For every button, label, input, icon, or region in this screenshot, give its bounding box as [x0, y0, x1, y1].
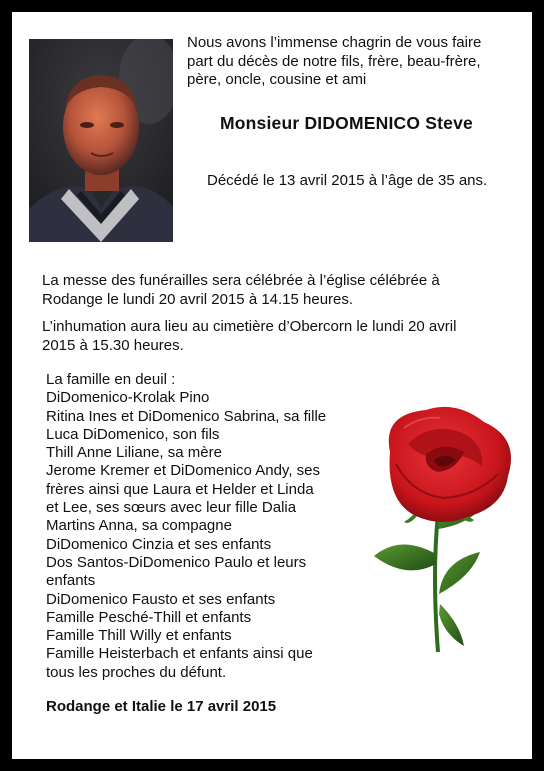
family-line: Dos Santos-DiDomenico Paulo et leurs [46, 553, 307, 571]
family-line: frères ainsi que Laura et Helder et Linda [46, 480, 314, 498]
intro-text [187, 34, 527, 90]
family-line: DiDomenico Fausto et ses enfants [46, 590, 276, 608]
funeral-mass-text [42, 271, 512, 309]
family-line: DiDomenico Cinzia et ses enfants [46, 535, 272, 553]
obituary-card [12, 12, 532, 759]
family-line: et Lee, ses sœurs avec leur fille Dalia [46, 499, 297, 517]
family-line: Famille Pesché-Thill et enfants [46, 608, 252, 626]
intro-line: père, oncle, cousine et ami [187, 71, 367, 88]
deceased-name: Monsieur DIDOMENICO Steve [220, 113, 473, 133]
portrait-photo [29, 39, 173, 242]
family-line: Famille Heisterbach et enfants ainsi que [46, 645, 313, 663]
family-line: Ritina Ines et DiDomenico Sabrina, sa fille [46, 407, 327, 425]
messe-line: Rodange le lundi 20 avril 2015 à 14.15 heures. [42, 291, 354, 308]
intro-line: Nous avons l’immense chagrin de vous faire [187, 34, 482, 51]
family-list [46, 371, 376, 682]
family-line: Famille Thill Willy et enfants [46, 627, 232, 645]
burial-line: L’inhumation aura lieu au cimetière d’Obercorn le lundi 20 avril [42, 318, 457, 335]
burial-line: 2015 à 15.30 heures. [42, 337, 184, 354]
red-rose-icon [360, 404, 528, 654]
signoff-text: Rodange et Italie le 17 avril 2015 [46, 698, 277, 715]
family-line: Martins Anna, sa compagne [46, 517, 232, 535]
family-line: DiDomenico-Krolak Pino [46, 389, 210, 407]
family-line: Thill Anne Liliane, sa mère [46, 444, 222, 462]
family-line: Jerome Kremer et DiDomenico Andy, ses [46, 462, 320, 480]
family-line: Luca DiDomenico, son fils [46, 425, 220, 443]
family-heading: La famille en deuil : [46, 371, 176, 388]
family-line: tous les proches du défunt. [46, 663, 227, 681]
death-date-text: Décédé le 13 avril 2015 à l’âge de 35 ans. [207, 172, 488, 189]
burial-text [42, 317, 512, 355]
messe-line: La messe des funérailles sera célébrée à l’église célébrée à [42, 272, 440, 289]
family-line: enfants [46, 572, 96, 590]
intro-line: part du décès de notre fils, frère, beau-frère, [187, 52, 481, 70]
